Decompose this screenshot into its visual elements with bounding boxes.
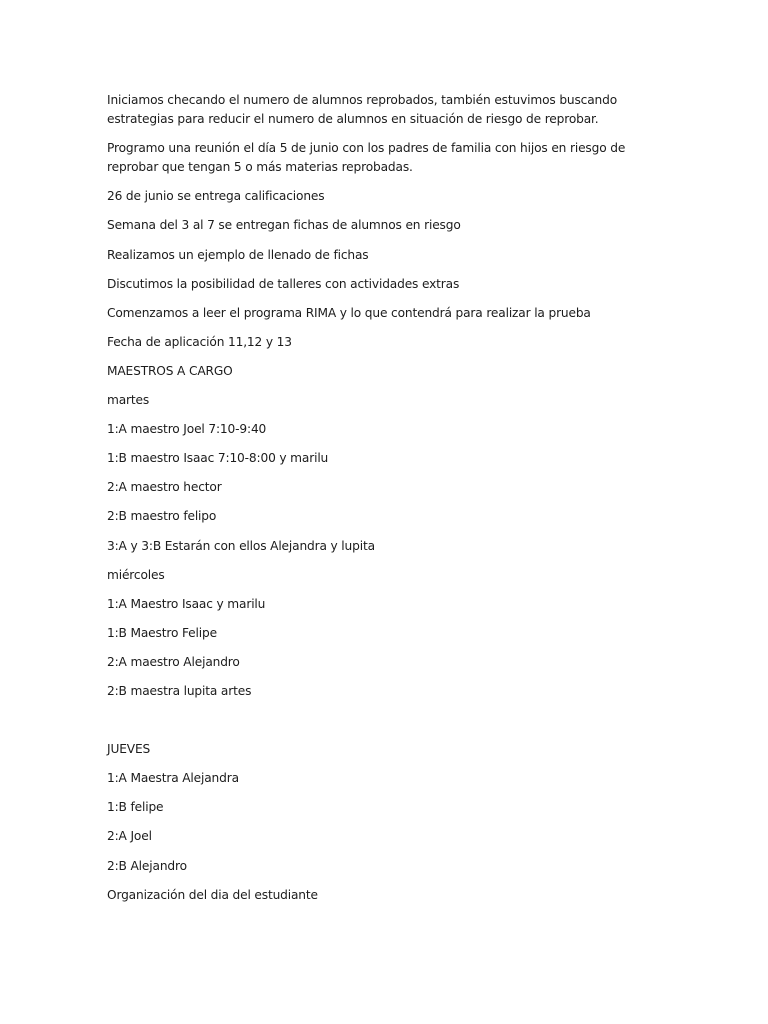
document-page (107, 91, 667, 904)
paragraph-last: Organización del dia del estudiante (107, 887, 318, 902)
paragraph-2: Programo una reunión el día 5 de junio con los padres de familia con hijos en riesgo de reprobar que tengan 5 o más materias reprobadas. (107, 141, 626, 174)
schedule-line: 1:B felipe (107, 800, 164, 815)
schedule-line: 3:A y 3:B Estarán con ellos Alejandra y lupita (107, 538, 375, 553)
schedule-line: 2:B maestro felipo (107, 509, 217, 524)
schedule-line: 1:A Maestra Alejandra (107, 771, 239, 786)
schedule-line: 1:A maestro Joel 7:10-9:40 (107, 422, 267, 437)
schedule-line: 2:B Alejandro (107, 858, 187, 873)
blank-line (107, 711, 667, 730)
schedule-line: 1:B Maestro Felipe (107, 625, 217, 640)
paragraph-5: Realizamos un ejemplo de llenado de fichas (107, 247, 369, 262)
paragraph-7: Comenzamos a leer el programa RIMA y lo que contendrá para realizar la prueba (107, 305, 591, 320)
paragraph-1: Iniciamos checando el numero de alumnos reprobados, también estuvimos buscando estrategias para reducir el numero de alumnos en situación de riesgo de reprobar. (107, 93, 618, 126)
paragraph-3: 26 de junio se entrega calificaciones (107, 189, 325, 204)
day-heading-wednesday: miércoles (107, 567, 165, 582)
schedule-line: 1:B maestro Isaac 7:10-8:00 y marilu (107, 451, 329, 466)
schedule-line: 2:A maestro hector (107, 480, 222, 495)
paragraph-8: Fecha de aplicación 11,12 y 13 (107, 334, 292, 349)
section-heading: MAESTROS A CARGO (107, 363, 233, 378)
schedule-line: 1:A Maestro Isaac y marilu (107, 596, 266, 611)
schedule-line: 2:A Joel (107, 829, 152, 844)
paragraph-4: Semana del 3 al 7 se entregan fichas de alumnos en riesgo (107, 218, 461, 233)
paragraph-6: Discutimos la posibilidad de talleres con actividades extras (107, 276, 460, 291)
schedule-line: 2:A maestro Alejandro (107, 654, 240, 669)
schedule-line: 2:B maestra lupita artes (107, 683, 252, 698)
day-heading-thursday: JUEVES (107, 742, 151, 757)
day-heading-tuesday: martes (107, 393, 150, 408)
